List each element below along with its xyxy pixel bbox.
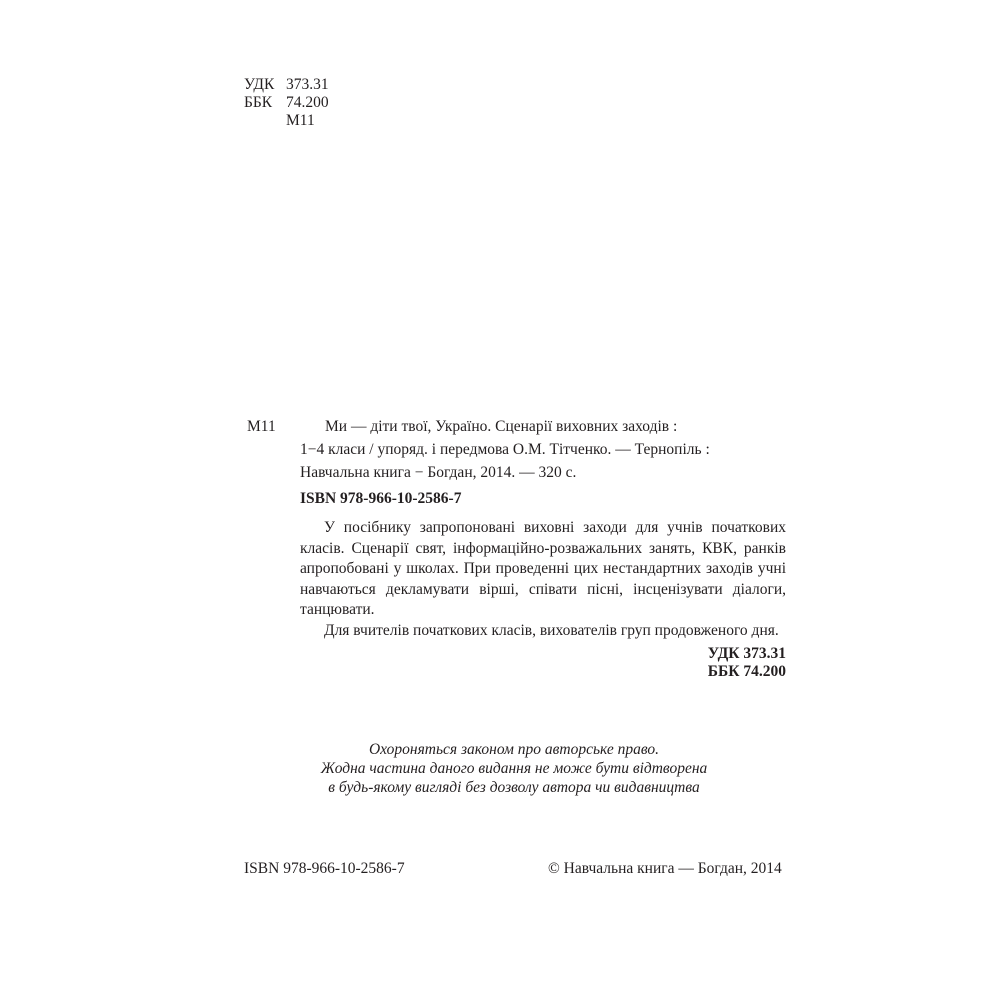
footer-isbn: ISBN 978-966-10-2586-7 [244,860,405,877]
bbk-code-top [244,94,329,112]
bbk-value: 74.200 [286,94,329,111]
notice-line: в будь-якому вигляді без дозволу автора чи видавництва [328,779,700,796]
udk-label: УДК [244,76,275,93]
udk-code-top [244,76,329,94]
notice-line: Жодна частина даного видання не може бути відтворена [320,760,708,777]
footer-copyright: © Навчальна книга — Богдан, 2014 [548,860,782,877]
copyright-notice [300,740,728,797]
classification-codes [640,645,786,681]
bbk-code-bottom: ББК 74.200 [707,663,786,680]
catalog-line: 1−4 класи / упоряд. і передмова О.М. Тітченко. — Тернопіль : [300,441,710,458]
catalog-title-line: Ми — діти твої, Україно. Сценарії виховних заходів : [325,418,678,435]
abstract-paragraph: Для вчителів початкових класів, вихователів груп продовженого дня. [324,621,779,639]
catalog-isbn: ISBN 978-966-10-2586-7 [300,490,462,507]
author-sign-top: М11 [286,112,315,129]
bbk-label: ББК [244,94,273,111]
abstract-paragraph: У посібнику запропоновані виховні заходи для учнів початкових класів. Сценарії свят, інформаційно-розважальних занять, КВК, ранків апропобовані у школах. При проведенні цих нестандартних заходів учні навчаються декламувати вірші, співати пісні, інсценізувати діалоги, танцювати. [300,519,786,618]
catalog-author-sign: М11 [247,418,276,435]
udk-value: 373.31 [286,76,329,93]
catalog-line: Навчальна книга − Богдан, 2014. — 320 с. [300,464,577,481]
notice-line: Охороняться законом про авторське право. [368,741,660,758]
udk-code-bottom: УДК 373.31 [707,645,786,662]
abstract [300,518,786,641]
